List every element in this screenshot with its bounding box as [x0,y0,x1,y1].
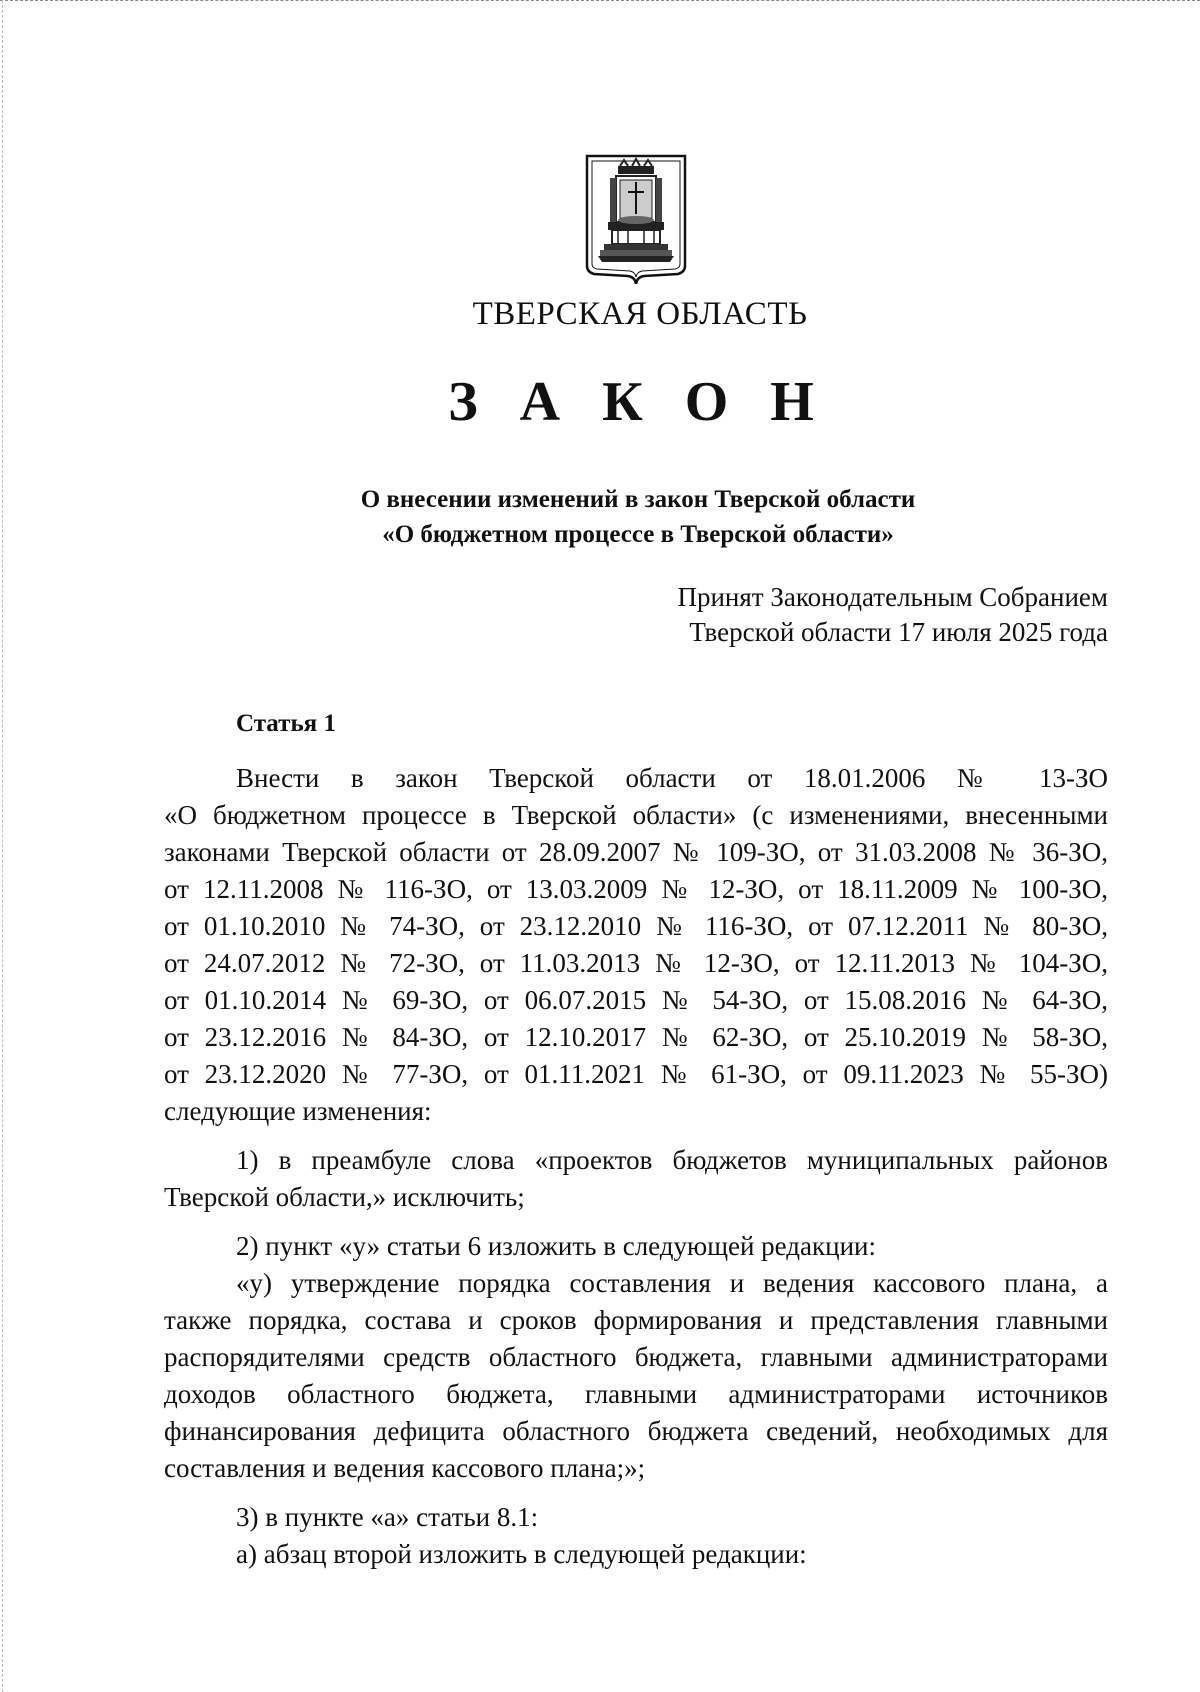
article-text-line: от 24.07.2012 № 72-ЗО, от 11.03.2013 № 12-ЗО, от 12.11.2013 № 104-ЗО, [164,948,1108,978]
document-type-title: З А К О Н [448,371,828,433]
article-text-line: «О бюджетном процессе в Тверской области» (с изменениями, внесенными [164,800,1108,830]
article-text-line: от 23.12.2020 № 77-ЗО, от 01.11.2021 № 61-ЗО, от 09.11.2023 № 55-ЗО) [164,1059,1108,1089]
article-text-line: от 01.10.2010 № 74-ЗО, от 23.12.2010 № 116-ЗО, от 07.12.2011 № 80-ЗО, [164,911,1108,941]
adoption-note [677,580,1108,650]
article-text-line: законами Тверской области от 28.09.2007 № 109-ЗО, от 31.03.2008 № 36-ЗО, [164,837,1108,867]
coat-of-arms-emblem [584,154,688,284]
item-3a-line: а) абзац второй изложить в следующей редакции: [236,1539,807,1569]
article-text-line: Внести в закон Тверской области от 18.01.2006 № 13-ЗО [236,763,1108,793]
item-1-line: Тверской области,» исключить; [164,1182,525,1212]
item-2-quote-line: финансирования дефицита областного бюджета сведений, необходимых для [164,1416,1108,1446]
region-title: ТВЕРСКАЯ ОБЛАСТЬ [472,296,808,332]
article-body [164,760,1108,1573]
item-2-quote-line: составления и ведения кассового плана;»; [164,1453,646,1483]
article-text-line: от 12.11.2008 № 116-ЗО, от 13.03.2009 № 12-ЗО, от 18.11.2009 № 100-ЗО, [164,874,1108,904]
article-text-line: от 01.10.2014 № 69-ЗО, от 06.07.2015 № 54-ЗО, от 15.08.2016 № 64-ЗО, [164,985,1108,1015]
scan-border-left [2,0,4,1692]
item-2-quote-line: распорядителями средств областного бюджета, главными администраторами [164,1342,1108,1372]
item-2-quote-line: также порядка, состава и сроков формирования и представления главными [164,1305,1108,1335]
item-2-quote-line: «у) утверждение порядка составления и ведения кассового плана, а [236,1268,1108,1298]
adoption-note-line: Тверской области 17 июля 2025 года [689,617,1108,647]
article-text-line: следующие изменения: [164,1096,432,1126]
article-text-line: от 23.12.2016 № 84-ЗО, от 12.10.2017 № 62-ЗО, от 25.10.2019 № 58-ЗО, [164,1022,1108,1052]
law-subject-line: О внесении изменений в закон Тверской области [360,486,916,513]
adoption-note-line: Принят Законодательным Собранием [677,582,1108,612]
item-2-line: 2) пункт «у» статьи 6 изложить в следующей редакции: [236,1231,876,1261]
item-1-line: 1) в преамбуле слова «проектов бюджетов муниципальных районов [236,1145,1108,1175]
scan-border-top [0,0,1200,3]
article-heading: Статья 1 [236,710,336,737]
item-2-quote-line: доходов областного бюджета, главными администраторами источников [164,1379,1108,1409]
law-subject [0,482,1200,552]
item-3-line: 3) в пункте «а» статьи 8.1: [236,1502,539,1532]
law-subject-line: «О бюджетном процессе в Тверской области» [382,521,894,548]
